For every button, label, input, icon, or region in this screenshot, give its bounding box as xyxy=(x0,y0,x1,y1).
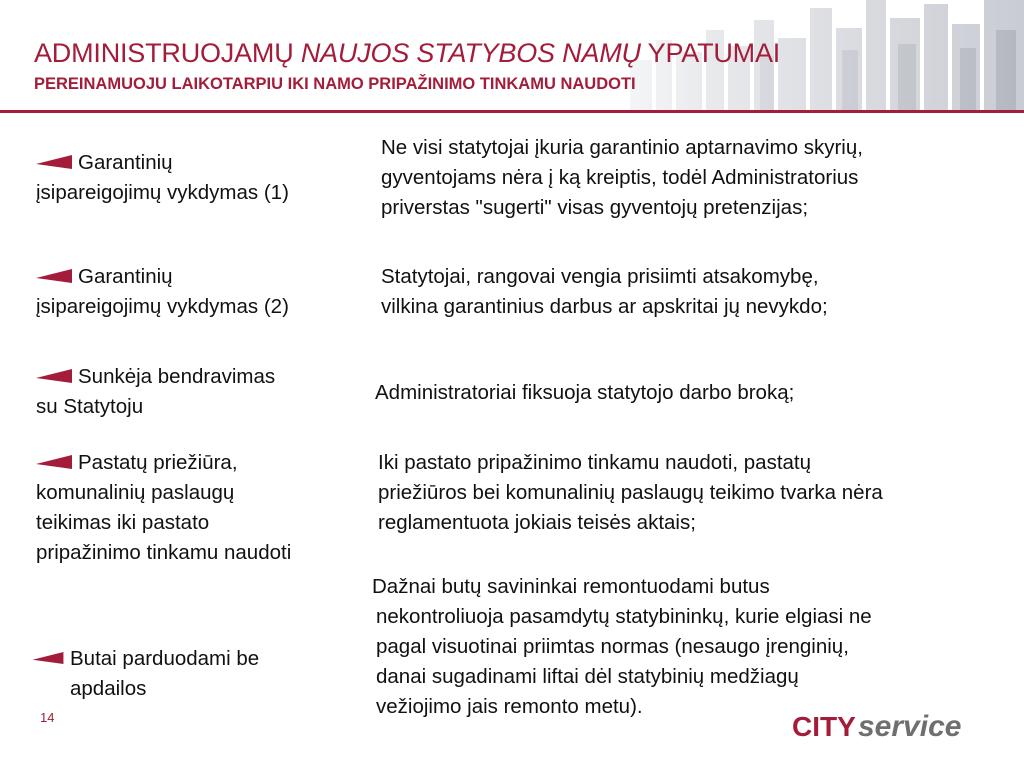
row-4-label: Pastatų priežiūra, komunalinių paslaugų teikimas iki pastato pripažinimo tinkamu naudoti xyxy=(36,451,292,564)
red-wedge-arrow-icon xyxy=(36,369,72,383)
row-3-description: Administratoriai fiksuoja statytojo darbo broką; xyxy=(375,381,795,404)
red-wedge-arrow-icon xyxy=(32,652,64,664)
row-5-label: Butai parduodami be apdailos xyxy=(32,644,259,704)
svg-text:service: service xyxy=(858,710,962,743)
title-part-1: ADMINISTRUOJAMŲ xyxy=(34,38,301,68)
row-5-description: Dažnai butų savininkai remontuodami butus nekontroliuoja pasamdytų statybininkų, kurie elgiasi ne pagal visuotinai priimtas normas (nesaugo įrenginių, danai sugadinami liftai dėl statybinių medžiagų vežiojimo jais remonto metu). xyxy=(372,575,872,718)
row-1-description: Ne visi statytojai įkuria garantinio aptarnavimo skyrių, gyventojams nėra į ką kreiptis, todėl Administratorius priverstas "sugerti" visas gyventojų pretenzijas; xyxy=(381,136,863,219)
header-divider xyxy=(0,110,1024,113)
row-2-label: Garantinių įsipareigojimų vykdymas (2) xyxy=(36,265,289,318)
row-3-label: Sunkėja bendravimas su Statytoju xyxy=(36,365,276,418)
row-1-label: Garantinių įsipareigojimų vykdymas (1) xyxy=(36,151,289,204)
row-4-description: Iki pastato pripažinimo tinkamu naudoti, pastatų priežiūros bei komunalinių paslaugų teikimo tvarka nėra reglamentuota jokiais teisės aktais; xyxy=(378,451,883,534)
page-number: 14 xyxy=(40,710,55,725)
red-wedge-arrow-icon xyxy=(36,455,72,469)
title-italic-part: NAUJOS STATYBOS NAMŲ xyxy=(300,38,641,68)
page-title xyxy=(34,38,780,69)
svg-text:CITY: CITY xyxy=(792,711,856,742)
page-subtitle: PEREINAMUOJU LAIKOTARPIU IKI NAMO PRIPAŽINIMO TINKAMU NAUDOTI xyxy=(34,75,636,93)
title-part-2: YPATUMAI xyxy=(640,38,781,68)
cityservice-logo xyxy=(792,700,978,748)
red-wedge-arrow-icon xyxy=(36,269,72,283)
row-2-description: Statytojai, rangovai vengia prisiimti atsakomybę, vilkina garantinius darbus ar apskritai jų nevykdo; xyxy=(381,265,828,318)
red-wedge-arrow-icon xyxy=(36,155,72,169)
